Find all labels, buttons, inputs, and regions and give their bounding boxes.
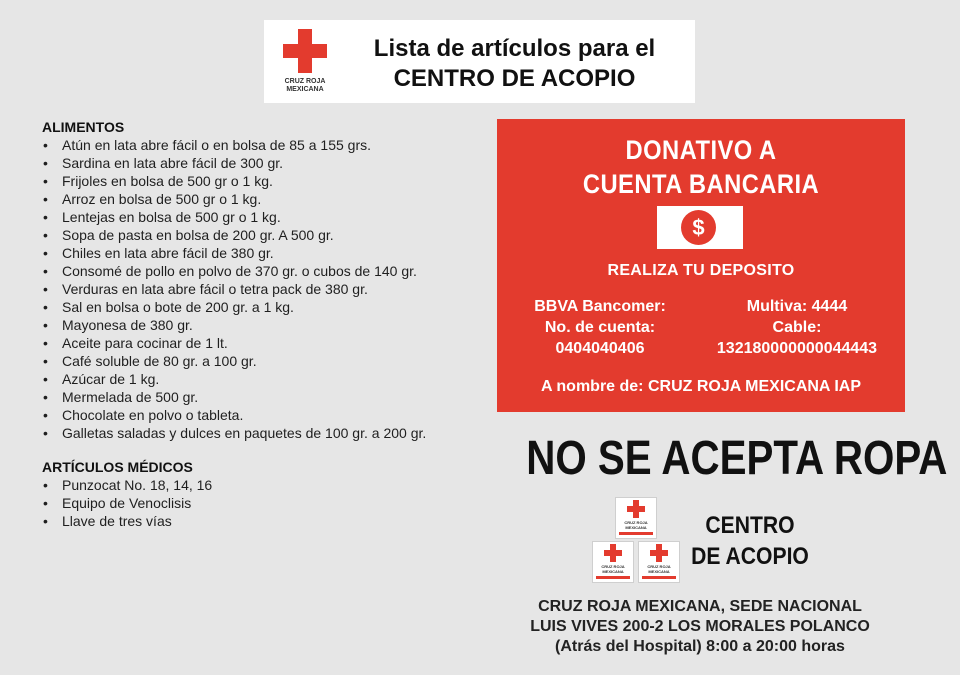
donation-title-line-1: DONATIVO A [625, 135, 777, 165]
logo-text: CRUZ ROJA MEXICANA [284, 78, 326, 93]
food-item: • Frijoles en bolsa de 500 gr o 1 kg. [42, 172, 482, 190]
items-column [42, 118, 482, 530]
food-item: • Consomé de pollo en polvo de 370 gr. o cubos de 140 gr. [42, 262, 482, 280]
medical-item: • Llave de tres vías [42, 512, 482, 530]
donation-box-icon [592, 541, 634, 583]
cruz-roja-logo [278, 29, 330, 99]
account-label: No. de cuenta: [544, 319, 656, 336]
acopio-label [688, 510, 811, 572]
box-logo-text: CRUZ ROJA MEXICANA [601, 564, 625, 574]
cable-label: Cable: [772, 319, 822, 336]
food-item: • Café soluble de 80 gr. a 100 gr. [42, 352, 482, 370]
food-item: • Lentejas en bolsa de 500 gr o 1 kg. [42, 208, 482, 226]
bbva-account [505, 296, 695, 359]
page-title [342, 34, 687, 94]
food-item: • Chiles en lata abre fácil de 380 gr. [42, 244, 482, 262]
red-cross-icon [650, 544, 668, 562]
food-item: • Galletas saladas y dulces en paquetes de 100 gr. a 200 gr. [42, 424, 482, 442]
bank-name: Multiva: 4444 [746, 298, 848, 315]
food-section-title: ALIMENTOS [42, 119, 125, 135]
food-item: • Azúcar de 1 kg. [42, 370, 482, 388]
acopio-line-2: DE ACOPIO [691, 543, 809, 570]
box-logo-text: CRUZ ROJA MEXICANA [624, 520, 648, 530]
food-item: • Aceite para cocinar de 1 lt. [42, 334, 482, 352]
food-item: • Sopa de pasta en bolsa de 200 gr. A 500 gr. [42, 226, 482, 244]
red-cross-icon [283, 29, 327, 73]
title-line-2: CENTRO DE ACOPIO [393, 65, 636, 92]
money-bill-icon [657, 206, 743, 249]
food-item: • Sardina en lata abre fácil de 300 gr. [42, 154, 482, 172]
multiva-account [697, 296, 897, 359]
donation-box-icon [638, 541, 680, 583]
cable-number: 132180000000044443 [716, 340, 878, 357]
food-list [42, 136, 482, 442]
bank-name: BBVA Bancomer: [534, 298, 666, 315]
food-item: • Sal en bolsa o bote de 200 gr. a 1 kg. [42, 298, 482, 316]
deposit-label: REALIZA TU DEPOSITO [607, 262, 795, 279]
medical-item: • Punzocat No. 18, 14, 16 [42, 476, 482, 494]
donation-box-icon [615, 497, 657, 539]
address-line-1: CRUZ ROJA MEXICANA, SEDE NACIONAL [538, 598, 862, 615]
dollar-icon: $ [681, 210, 716, 245]
food-item: • Verduras en lata abre fácil o tetra pack de 380 gr. [42, 280, 482, 298]
food-item: • Mermelada de 500 gr. [42, 388, 482, 406]
acopio-line-1: CENTRO [705, 512, 795, 539]
food-item: • Atún en lata abre fácil o en bolsa de 85 a 155 grs. [42, 136, 482, 154]
medical-section-title: ARTÍCULOS MÉDICOS [42, 459, 193, 475]
box-stripe [642, 576, 676, 579]
donation-title-line-2: CUENTA BANCARIA [582, 169, 820, 199]
account-number: 0404040406 [555, 340, 645, 357]
box-stripe [596, 576, 630, 579]
account-holder: A nombre de: CRUZ ROJA MEXICANA IAP [540, 378, 861, 395]
red-cross-icon [627, 500, 645, 518]
title-line-1: Lista de artículos para el [373, 35, 656, 62]
address-block [490, 597, 910, 657]
medical-list [42, 476, 482, 530]
donation-box [497, 119, 905, 412]
box-logo-text: CRUZ ROJA MEXICANA [647, 564, 671, 574]
header-banner [264, 20, 695, 103]
donation-title [521, 133, 880, 201]
medical-item: • Equipo de Venoclisis [42, 494, 482, 512]
food-item: • Mayonesa de 380 gr. [42, 316, 482, 334]
no-clothes-notice: NO SE ACEPTA ROPA [526, 432, 948, 485]
food-item: • Chocolate en polvo o tableta. [42, 406, 482, 424]
food-item: • Arroz en bolsa de 500 gr o 1 kg. [42, 190, 482, 208]
red-cross-icon [604, 544, 622, 562]
box-stripe [619, 532, 653, 535]
address-line-3: (Atrás del Hospital) 8:00 a 20:00 horas [555, 638, 845, 655]
address-line-2: LUIS VIVES 200-2 LOS MORALES POLANCO [530, 618, 870, 635]
